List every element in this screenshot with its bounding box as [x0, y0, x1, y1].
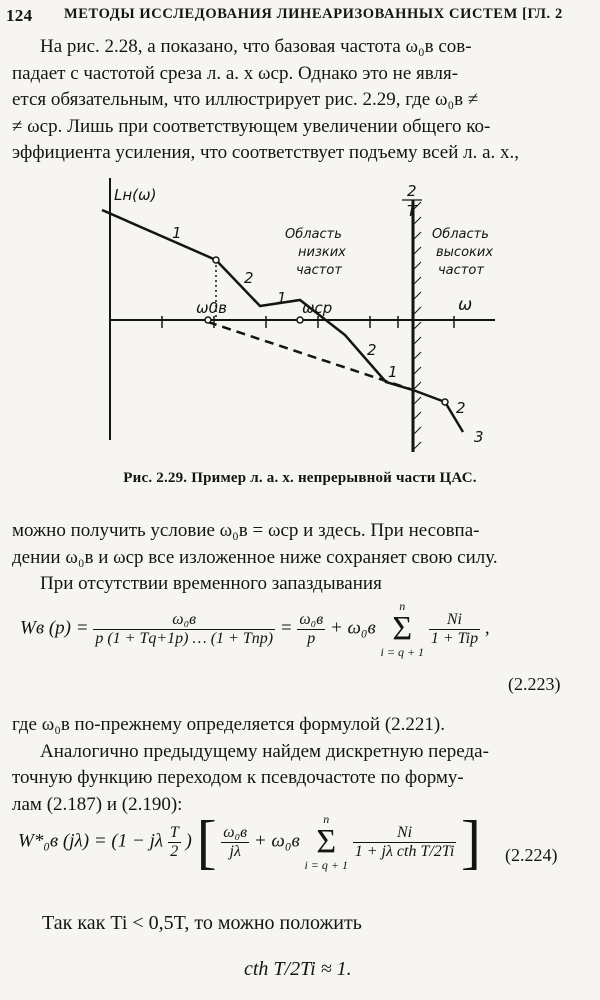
eq-fraction: $\frac{T}{2}$ — [169, 823, 179, 860]
eq-plus: + ω₀в — [329, 617, 376, 639]
omega-cp-label: ωср — [302, 299, 333, 317]
region-high-line: Область — [432, 227, 489, 242]
region-high-line: частот — [438, 263, 484, 278]
breakpoint-marker — [442, 399, 448, 405]
curve-label: 2 — [456, 399, 466, 417]
page-header — [6, 2, 592, 30]
eq-fraction: $\frac{Ni}{\text{1 + Tip}}$ — [430, 610, 479, 647]
y-axis-label: Lн(ω) — [114, 186, 157, 204]
eq-fraction: $\frac{\text{ω₀в}}{j\lambda}$ — [223, 823, 248, 860]
equation-2-223: Wв (p) = $\frac{\text{ω₀в}}{\text{p (1 + Tq+1p) … (1 + Tnp)}}$ = $\frac{\text{ω₀в}}{p}$ + ω₀в n Σ i = q + 1 $\frac{Ni}{\text{1 + Tip}}$ , — [20, 599, 490, 659]
curve-label: 1 — [172, 224, 182, 242]
eq-lhs: Wв (p) = — [20, 617, 89, 639]
equation-number: (2.223) — [508, 674, 561, 694]
paragraph-2 — [12, 518, 588, 598]
boundary-numerator: 2 — [407, 182, 417, 200]
text-line: эффициента усиления, что соответствует подъему всей л. а. х., — [12, 142, 520, 163]
text-line: На рис. 2.28, а показано, что базовая частота ω₀в сов- — [40, 36, 472, 57]
omega-0v-label: ω0в — [196, 299, 227, 317]
eq-sign: = — [279, 617, 293, 639]
sum-symbol: n Σ i = q + 1 — [304, 812, 348, 872]
boundary-denominator: T — [407, 202, 417, 220]
curve-label: 1 — [388, 363, 398, 381]
paragraph-1 — [12, 34, 588, 167]
omega-cp-marker — [297, 317, 303, 323]
curve-label: 3 — [474, 428, 484, 446]
figure-caption: Рис. 2.29. Пример л. а. х. непрерывной части ЦАС. — [123, 470, 477, 486]
text-line: точную функцию переходом к псевдочастоте по форму- — [12, 767, 464, 788]
lax-diagram — [80, 170, 510, 460]
omega-0v-marker — [205, 317, 211, 323]
text-line: можно получить условие ω₀в = ωср и здесь. При несовпа- — [12, 520, 480, 541]
x-axis-label: ω — [458, 295, 473, 315]
breakpoint-marker — [213, 257, 219, 263]
text-line: дении ω₀в и ωср все изложенное ниже сохраняет свою силу. — [12, 546, 498, 568]
equation-2-224: W*₀в (jλ) = (1 − jλ $\frac{T}{2}$ ) [ $\frac{\text{ω₀в}}{j\lambda}$ + ω₀в n Σ i = q + 1 $\frac{Ni}{\text{1 + jλ cth T/2Ti}}$ ] — [18, 809, 481, 875]
text-line: где ω₀в по-прежнему определяется формулой (2.221). — [12, 714, 445, 735]
text-line: ≠ ωср. Лишь при соответствующем увеличении общего ко- — [12, 115, 491, 137]
curve-label: 1 — [277, 289, 287, 307]
sum-symbol: n Σ i = q + 1 — [380, 599, 425, 659]
page-number: 124 — [6, 6, 33, 25]
text-line: Так как Ti < 0,5T, то можно положить — [42, 912, 362, 934]
eq-fraction: $\frac{Ni}{\text{1 + jλ cth T/2Ti}}$ — [354, 823, 455, 860]
paragraph-3 — [12, 712, 588, 818]
eq-fraction: $\frac{\text{ω₀в}}{p}$ — [299, 610, 324, 647]
region-low-line: частот — [296, 263, 342, 278]
curve-label: 2 — [244, 269, 254, 287]
text-line: падает с частотой среза л. а. х ωср. Однако это не явля- — [12, 62, 459, 84]
region-low-line: Область — [285, 227, 342, 242]
text-line: лам (2.187) и (2.190): — [12, 793, 183, 815]
final-equation: cth T/2Ti ≈ 1. — [244, 958, 352, 980]
dashed-asymptote — [208, 322, 413, 390]
curve-label: 2 — [367, 341, 377, 359]
running-title: МЕТОДЫ ИССЛЕДОВАНИЯ ЛИНЕАРИЗОВАННЫХ СИСТЕМ [ГЛ. 2 — [64, 6, 563, 22]
text-line: Аналогично предыдущему найдем дискретную переда- — [40, 740, 489, 762]
eq-lhs: W*₀в (jλ) = — [18, 830, 107, 852]
eq-fraction: $\frac{\text{ω₀в}}{\text{p (1 + Tq+1p) … (1 + Tnp)}}$ — [95, 610, 274, 647]
text-line: ется обязательным, что иллюстрирует рис. 2.29, где ω₀в ≠ — [12, 89, 479, 110]
region-high-line: высоких — [436, 245, 494, 260]
text-line: При отсутствии временного запаздывания — [40, 573, 382, 594]
equation-number: (2.224) — [505, 845, 558, 865]
region-low-line: низких — [298, 245, 346, 260]
